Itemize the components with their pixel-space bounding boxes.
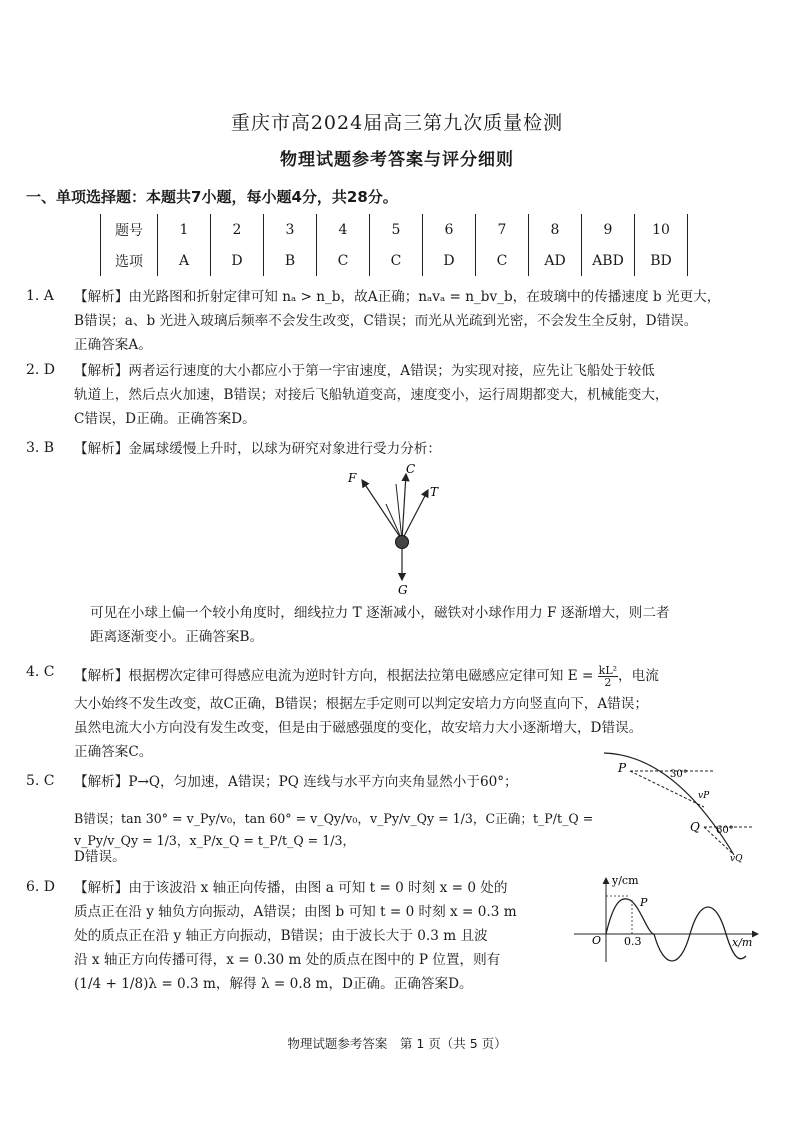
page-footer: 物理试题参考答案 第 1 页（共 5 页）	[287, 1036, 507, 1051]
table-cell: A	[158, 245, 211, 276]
x-axis-label: x/m	[732, 936, 753, 949]
table-cell: C	[317, 245, 370, 276]
q3-explanation	[74, 437, 774, 461]
origin-label: O	[592, 934, 602, 947]
table-cell: BD	[635, 245, 688, 276]
document-title: 重庆市高2024届高三第九次质量检测	[230, 112, 564, 134]
table-cell: 5	[370, 214, 423, 245]
document-subtitle: 物理试题参考答案与评分细则	[280, 150, 514, 170]
text-line: B错误；tan 30° = v_Py/v₀，tan 60° = v_Qy/v₀，v_Py/v_Qy = 1/3，C正确；t_P/t_Q = v_Py/v_Qy = 1/3，x_P/x_Q = t_P/t_Q = 1/3，	[74, 811, 594, 848]
q6-explanation	[74, 876, 574, 996]
text-span: ，电流	[618, 668, 659, 684]
text-line: 【解析】由光路图和折射定律可知 nₐ > n_b，故A正确；nₐvₐ = n_bv_b，在玻璃中的传播速度 b 光更大，	[74, 289, 721, 305]
text-line: 沿 x 轴正方向传播可得，x = 0.30 m 处的质点在图中的 P 位置，则有	[74, 952, 501, 968]
table-cell: 3	[264, 214, 317, 245]
q1-explanation	[74, 285, 774, 357]
q3-conclusion	[90, 601, 780, 649]
question-number: 4. C	[26, 664, 55, 680]
table-cell: 2	[211, 214, 264, 245]
table-cell: C	[370, 245, 423, 276]
text-line: 虽然电流大小方向没有发生改变，但是由于磁感强度的变化，故安培力大小逐渐增大，D错误。	[74, 720, 643, 736]
text-line: 【解析】由于该波沿 x 轴正向传播，由图 a 可知 t = 0 时刻 x = 0 处的	[74, 880, 508, 896]
text-line: 【解析】P→Q，匀加速，A错误；PQ 连线与水平方向夹角显然小于60°；	[74, 774, 518, 790]
q5-explanation	[74, 770, 594, 794]
table-cell: 6	[423, 214, 476, 245]
answer-table	[100, 214, 688, 276]
force-label-C: C	[406, 462, 416, 476]
fraction	[598, 665, 618, 688]
table-cell: 8	[529, 214, 582, 245]
text-line: 轨道上，然后点火加速，B错误；对接后飞船轨道变高，速度变小，运行周期都变大，机械能变大，	[74, 387, 669, 403]
text-line: 【解析】两者运行速度的大小都应小于第一宇宙速度，A错误；为实现对接，应先让飞船处于较低	[74, 363, 655, 379]
text-span: 【解析】根据楞次定律可得感应电流为逆时针方向，根据法拉第电磁感应定律可知 E =	[74, 668, 594, 684]
table-cell: C	[476, 245, 529, 276]
projectile-diagram	[604, 745, 764, 865]
text-line: 可见在小球上偏一个较小角度时，细线拉力 T 逐渐减小，磁铁对小球作用力 F 逐渐增大，则二者	[90, 605, 670, 621]
table-cell: 9	[582, 214, 635, 245]
text-line: 【解析】金属球缓慢上升时，以球为研究对象进行受力分析：	[74, 441, 442, 457]
table-cell: D	[211, 245, 264, 276]
table-cell: 4	[317, 214, 370, 245]
point-label-P: P	[640, 896, 648, 909]
table-row	[101, 214, 688, 245]
question-number: 6. D	[26, 879, 56, 895]
table-cell: 10	[635, 214, 688, 245]
table-cell: 选项	[101, 245, 158, 276]
text-line: 质点正在沿 y 轴负方向振动，A错误；由图 b 可知 t = 0 时刻 x = 0.3 m	[74, 904, 517, 920]
force-label-F: F	[348, 471, 357, 485]
table-cell: 题号	[101, 214, 158, 245]
table-cell: 7	[476, 214, 529, 245]
question-number: 3. B	[26, 440, 55, 456]
table-row	[101, 245, 688, 276]
force-label-T: T	[430, 485, 439, 499]
angle-label-30: 30°	[670, 769, 688, 780]
table-cell: AD	[529, 245, 582, 276]
text-line: 处的质点正在沿 y 轴正方向振动，B错误；由于波长大于 0.3 m 且波	[74, 928, 488, 944]
text-line: (1/4 + 1/8)λ = 0.3 m，解得 λ = 0.8 m，D正确。正确答案D。	[74, 976, 473, 992]
question-number: 1. A	[26, 288, 54, 304]
velocity-label-vq: vQ	[730, 854, 743, 864]
text-line: C错误，D正确。正确答案D。	[74, 411, 256, 427]
text-line	[74, 660, 784, 692]
section-heading: 一、单项选择题：本题共7小题，每小题4分，共28分。	[26, 188, 398, 206]
force-label-G: G	[398, 583, 408, 597]
text-line: 正确答案A。	[74, 337, 152, 353]
point-label-Q: Q	[690, 820, 700, 834]
text-line: 距离逐渐变小。正确答案B。	[90, 629, 264, 645]
table-cell: 1	[158, 214, 211, 245]
q2-explanation	[74, 359, 774, 431]
q5-explanation-end	[74, 845, 594, 869]
table-cell: ABD	[582, 245, 635, 276]
question-number: 5. C	[26, 773, 55, 789]
table-cell: D	[423, 245, 476, 276]
angle-label-60: 60°	[716, 825, 734, 836]
x-tick-label: 0.3	[624, 935, 642, 948]
question-number: 2. D	[26, 362, 56, 378]
text-line: 大小始终不发生改变，故C正确，B错误；根据左手定则可以判定安培力方向竖直向下，A错误；	[74, 696, 648, 712]
wave-graph	[568, 870, 768, 970]
text-line: D错误。	[74, 849, 126, 865]
velocity-label-vp: vP	[698, 791, 710, 801]
fraction-denominator: 2	[604, 676, 612, 689]
force-diagram	[340, 462, 460, 598]
metal-ball	[396, 536, 409, 549]
text-line: B错误；a、b 光进入玻璃后频率不会发生改变，C错误；而光从光疏到光密，不会发生全反射，D错误。	[74, 313, 698, 329]
table-cell: B	[264, 245, 317, 276]
point-label-P: P	[618, 761, 627, 775]
y-axis-label: y/cm	[612, 874, 639, 887]
text-line: 正确答案C。	[74, 744, 153, 760]
wave-curve	[606, 899, 746, 961]
fraction-numerator: kL²	[598, 664, 618, 677]
